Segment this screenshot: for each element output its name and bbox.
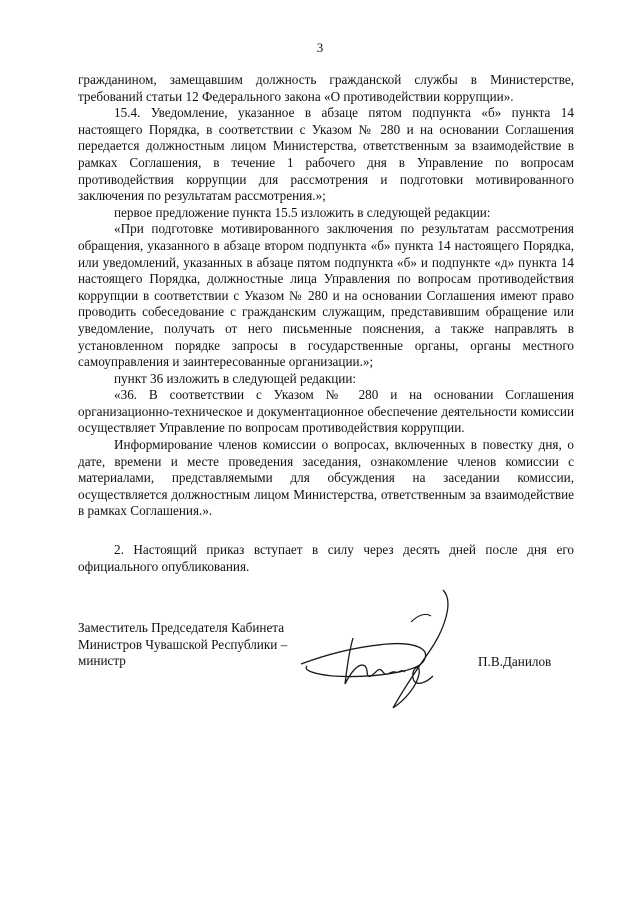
page-number: 3 bbox=[316, 40, 324, 55]
paragraph-instruction-36: пункт 36 изложить в следующей редакции: bbox=[114, 370, 357, 386]
signatory-title-line: Заместитель Председателя Кабинета bbox=[78, 620, 285, 635]
paragraph-continuation: гражданином, замещавшим должность гражданской службы в Министерстве, требований статьи 12 Федерального закона «О противодействии коррупции». bbox=[78, 72, 574, 104]
signatory-title-line: Министров Чувашской Республики – bbox=[78, 636, 288, 652]
signatory-title-line: министр bbox=[78, 653, 126, 669]
handwritten-signature bbox=[293, 582, 463, 712]
paragraph-36-text: «36. В соответствии с Указом № 280 и на основании Соглашения организационно-техническое и документационное обеспечение деятельности комиссии осуществляет Управление по вопросам противодействия коррупции. bbox=[78, 387, 574, 436]
signature-block bbox=[78, 620, 574, 710]
document-body bbox=[78, 72, 574, 575]
signatory-title bbox=[78, 620, 287, 670]
paragraph-15-4: 15.4. Уведомление, указанное в абзаце пятом подпункта «б» пункта 14 настоящего Порядка, в соответствии с Указом № 280 и на основании Соглашения передается должностным лицом Министерства, ответственным за взаимодействие в рамках Соглашения, в течение 1 рабочего дня в Управление по вопросам противодействия коррупции для рассмотрения и подготовки мотивированного заключения по результатам рассмотрения.»; bbox=[78, 105, 574, 204]
signatory-name: П.В.Данилов bbox=[478, 654, 552, 669]
paragraph-effective-date: 2. Настоящий приказ вступает в силу через десять дней после дня его официального опубликования. bbox=[78, 542, 574, 574]
paragraph-instruction-15-5: первое предложение пункта 15.5 изложить в следующей редакции: bbox=[114, 204, 491, 220]
paragraph-15-5-text: «При подготовке мотивированного заключения по результатам рассмотрения обращения, указанного в абзаце втором подпункта «б» пункта 14 настоящего Порядка, или уведомлений, указанных в абзаце пятом подпункта «б» и подпункте «д» пункта 14 настоящего Порядка, должностные лица Управления по вопросам противодействия коррупции в соответствии с Указом № 280 и на основании Соглашения имеют право проводить собеседование с гражданским служащим, представившим обращение или уведомление, получать от него письменные пояснения, а также направлять в установленном порядке запросы в государственные органы, органы местного самоуправления и заинтересованные организации.»; bbox=[78, 221, 574, 370]
paragraph-informing: Информирование членов комиссии о вопросах, включенных в повестку дня, о дате, времени и месте проведения заседания, ознакомление членов комиссии с материалами, представляемыми для обсуждения на заседании комиссии, осуществляется должностным лицом Министерства, ответственным за взаимодействие в рамках Соглашения.». bbox=[78, 437, 574, 519]
